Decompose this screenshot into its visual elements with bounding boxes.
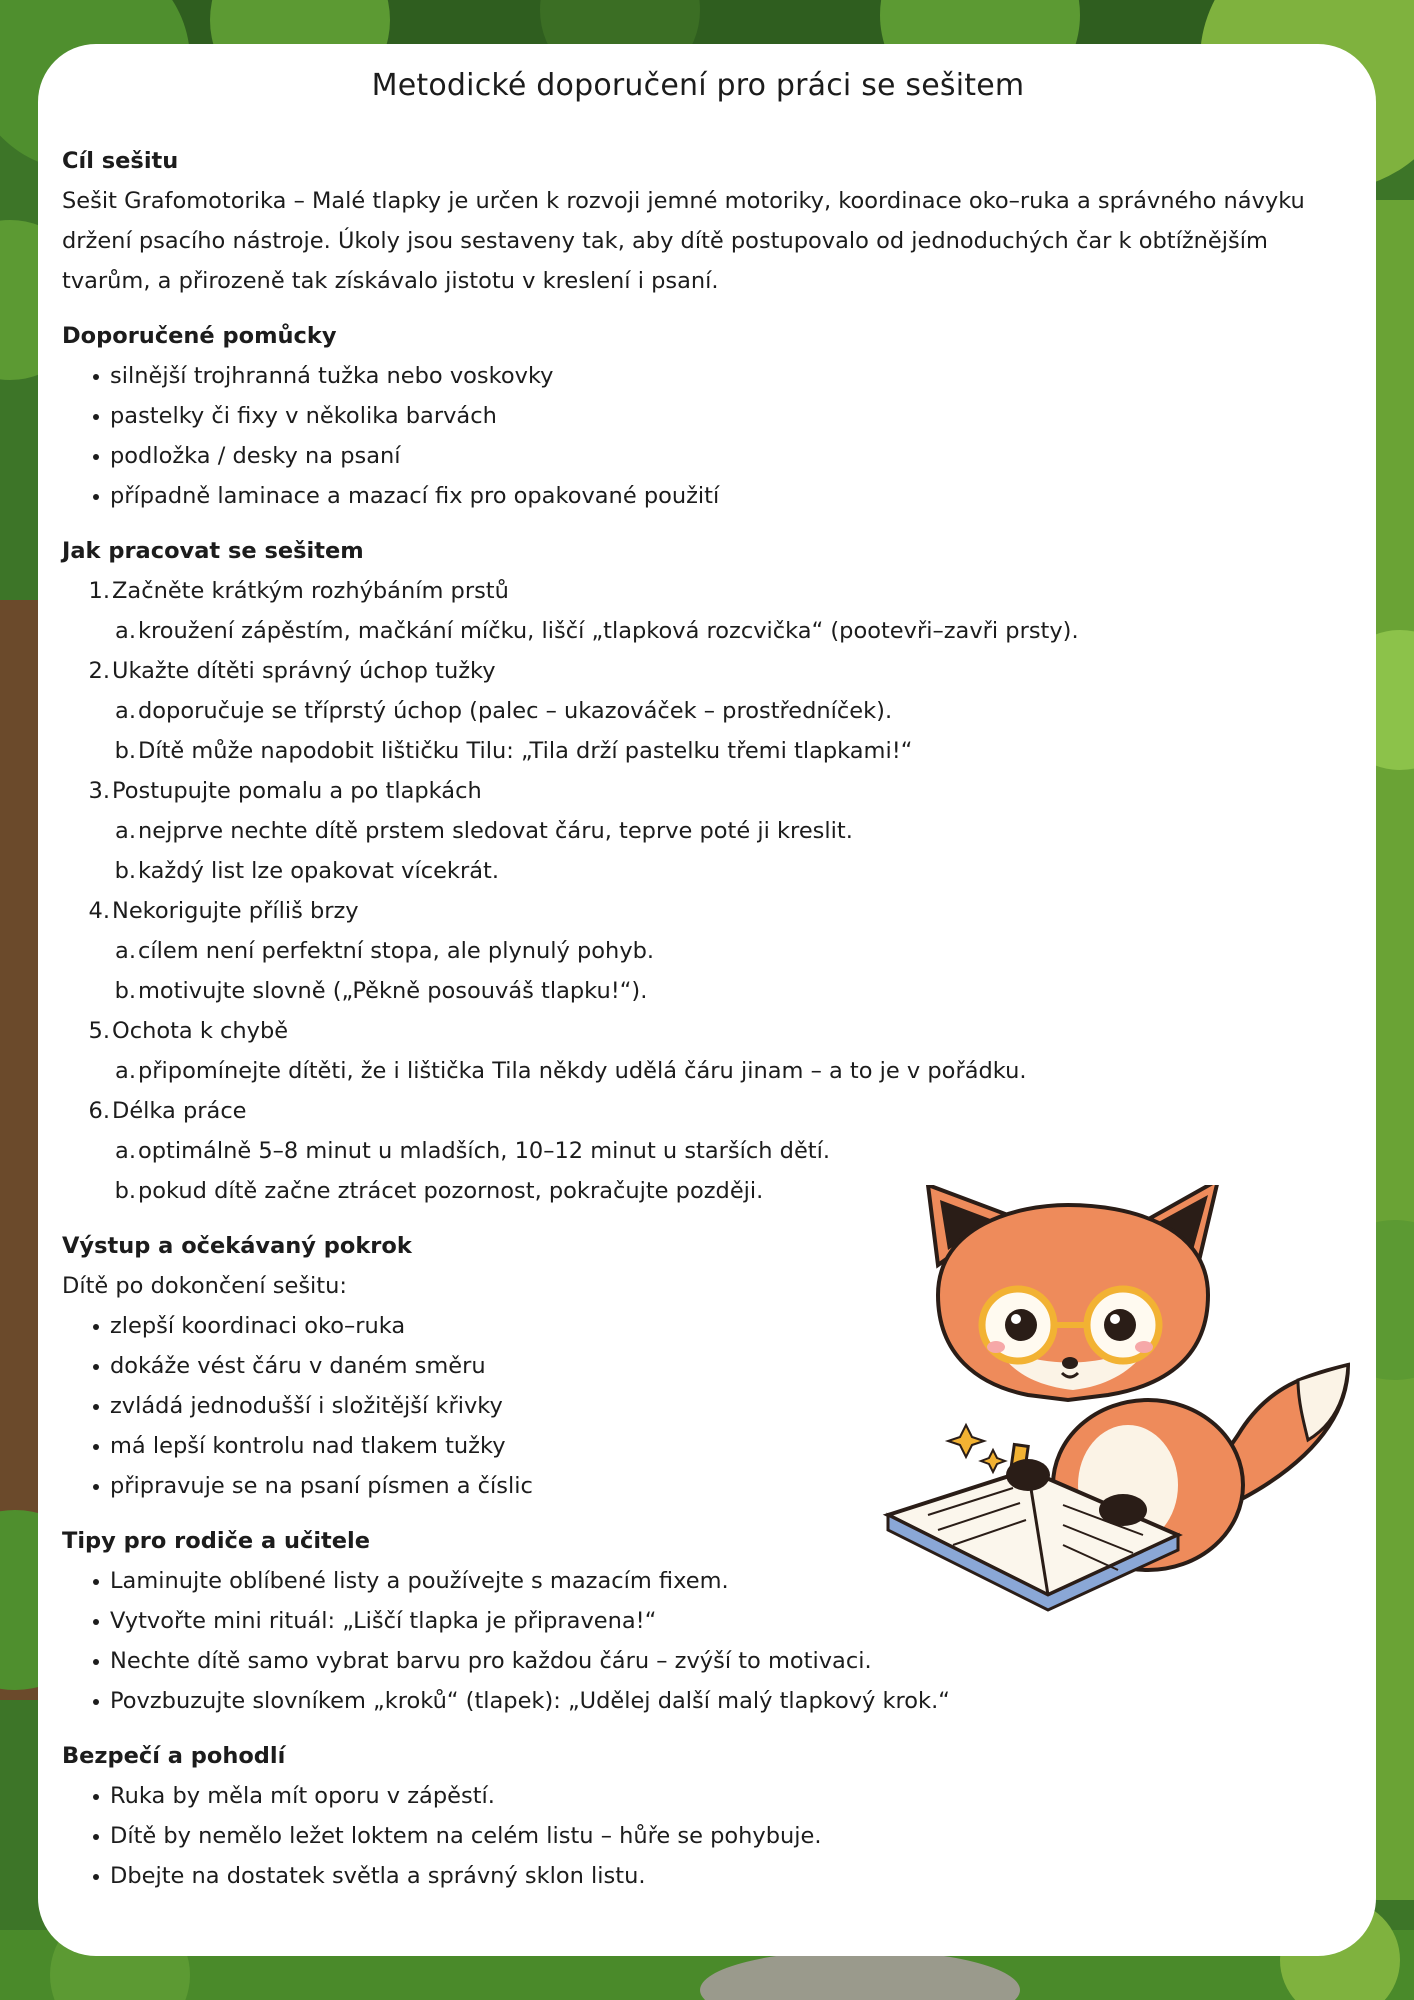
step-title: Nekorigujte příliš brzy bbox=[112, 898, 359, 924]
sub-letter: b. bbox=[114, 1178, 136, 1204]
step-number: 3. bbox=[88, 778, 110, 804]
sub-letter: b. bbox=[114, 738, 136, 764]
sub-text: Dítě může napodobit lištičku Tilu: „Tila drží pastelku třemi tlapkami!“ bbox=[138, 738, 913, 764]
list-item: Laminujte oblíbené listy a používejte s mazacím fixem. bbox=[88, 1561, 1334, 1601]
steps-list bbox=[62, 571, 1334, 1211]
sub-text: cílem není perfektní stopa, ale plynulý pohyb. bbox=[138, 938, 655, 964]
sub-text: kroužení zápěstím, mačkání míčku, liščí „tlapková rozcvička“ (pootevři–zavři prsty). bbox=[138, 618, 1079, 644]
sub-text: připomínejte dítěti, že i lištička Tila někdy udělá čáru jinam – a to je v pořádku. bbox=[138, 1058, 1027, 1084]
list-item: Dbejte na dostatek světla a správný sklon listu. bbox=[88, 1856, 1334, 1896]
step-item bbox=[62, 891, 1334, 1011]
sub-text: nejprve nechte dítě prstem sledovat čáru, teprve poté ji kreslit. bbox=[138, 818, 853, 844]
step-number: 6. bbox=[88, 1098, 110, 1124]
sub-letter: b. bbox=[114, 978, 136, 1004]
sub-text: pokud dítě začne ztrácet pozornost, pokračujte později. bbox=[138, 1178, 764, 1204]
tools-list bbox=[62, 356, 1334, 516]
goal-section bbox=[62, 141, 1334, 301]
list-item: podložka / desky na psaní bbox=[88, 436, 1334, 476]
step-title: Začněte krátkým rozhýbáním prstů bbox=[112, 578, 509, 604]
step-title: Ukažte dítěti správný úchop tužky bbox=[112, 658, 496, 684]
sub-letter: a. bbox=[115, 938, 136, 964]
list-item: připravuje se na psaní písmen a číslic bbox=[88, 1466, 1334, 1506]
tips-heading: Tipy pro rodiče a učitele bbox=[62, 1528, 371, 1554]
list-item: zlepší koordinaci oko–ruka bbox=[88, 1306, 1334, 1346]
fox-reading-illustration bbox=[878, 1185, 1358, 1665]
safety-section bbox=[62, 1736, 1334, 1896]
sub-text: doporučuje se tříprstý úchop (palec – ukazováček – prostředníček). bbox=[138, 698, 893, 724]
list-item: Dítě by nemělo ležet loktem na celém listu – hůře se pohybuje. bbox=[88, 1816, 1334, 1856]
list-item: má lepší kontrolu nad tlakem tužky bbox=[88, 1426, 1334, 1466]
list-item: pastelky či fixy v několika barvách bbox=[88, 396, 1334, 436]
step-number: 4. bbox=[88, 898, 110, 924]
howto-section bbox=[62, 531, 1334, 1211]
content-card bbox=[38, 44, 1376, 1956]
step-item bbox=[62, 1011, 1334, 1091]
goal-heading: Cíl sešitu bbox=[62, 148, 179, 174]
step-title: Délka práce bbox=[112, 1098, 247, 1124]
list-item: zvládá jednodušší i složitější křivky bbox=[88, 1386, 1334, 1426]
sub-text: optimálně 5–8 minut u mladších, 10–12 minut u starších dětí. bbox=[138, 1138, 831, 1164]
list-item: Vytvořte mini rituál: „Liščí tlapka je připravena!“ bbox=[88, 1601, 1334, 1641]
list-item: dokáže vést čáru v daném směru bbox=[88, 1346, 1334, 1386]
sub-text: motivujte slovně („Pěkně posouváš tlapku!“). bbox=[138, 978, 648, 1004]
sub-letter: b. bbox=[114, 858, 136, 884]
sub-text: každý list lze opakovat vícekrát. bbox=[138, 858, 499, 884]
step-item bbox=[62, 771, 1334, 891]
goal-text: Sešit Grafomotorika – Malé tlapky je určen k rozvoji jemné motoriky, koordinace oko–ruka a správného návyku držení psacího nástroje. Úkoly jsou sestaveny tak, aby dítě postupovalo od jednoduchých čar k obtížnějším tvarům, a přirozeně tak získávalo jistotu v kreslení i psaní. bbox=[62, 188, 1305, 294]
tools-section bbox=[62, 316, 1334, 516]
sub-letter: a. bbox=[115, 1058, 136, 1084]
outcome-intro: Dítě po dokončení sešitu: bbox=[62, 1273, 347, 1299]
safety-heading: Bezpečí a pohodlí bbox=[62, 1743, 286, 1769]
sub-letter: a. bbox=[115, 818, 136, 844]
list-item: Nechte dítě samo vybrat barvu pro každou čáru – zvýší to motivaci. bbox=[88, 1641, 1334, 1681]
page-title: Metodické doporučení pro práci se sešitem bbox=[371, 68, 1025, 103]
step-title: Postupujte pomalu a po tlapkách bbox=[112, 778, 482, 804]
tools-heading: Doporučené pomůcky bbox=[62, 323, 337, 349]
list-item: Ruka by měla mít oporu v zápěstí. bbox=[88, 1776, 1334, 1816]
step-title: Ochota k chybě bbox=[112, 1018, 289, 1044]
list-item: Povzbuzujte slovníkem „kroků“ (tlapek): „Udělej další malý tlapkový krok.“ bbox=[88, 1681, 1334, 1721]
sub-letter: a. bbox=[115, 618, 136, 644]
howto-heading: Jak pracovat se sešitem bbox=[62, 538, 364, 564]
outcome-heading: Výstup a očekávaný pokrok bbox=[62, 1233, 412, 1259]
step-number: 5. bbox=[88, 1018, 110, 1044]
safety-list bbox=[62, 1776, 1334, 1896]
step-number: 2. bbox=[88, 658, 110, 684]
step-number: 1. bbox=[88, 578, 110, 604]
list-item: případně laminace a mazací fix pro opakované použití bbox=[88, 476, 1334, 516]
step-item bbox=[62, 651, 1334, 771]
step-item bbox=[62, 571, 1334, 651]
sub-letter: a. bbox=[115, 1138, 136, 1164]
sub-letter: a. bbox=[115, 698, 136, 724]
list-item: silnější trojhranná tužka nebo voskovky bbox=[88, 356, 1334, 396]
